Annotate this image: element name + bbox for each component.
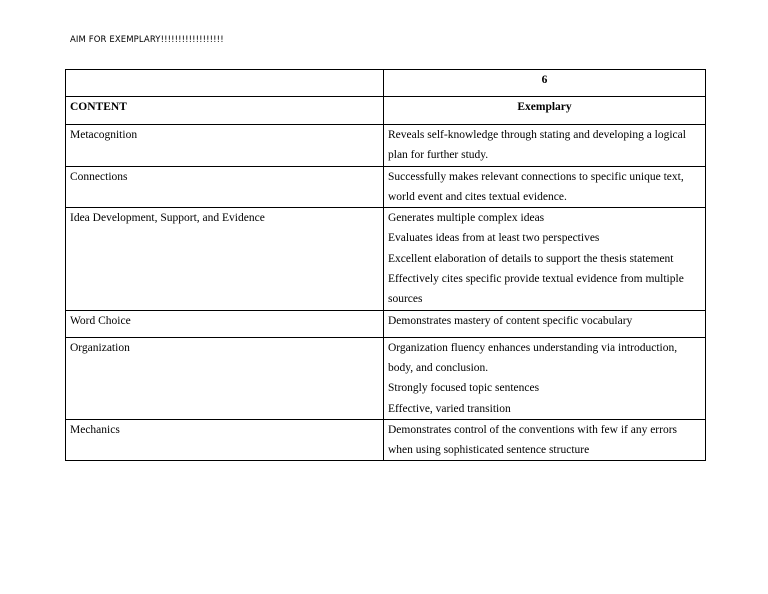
description-line: Reveals self-knowledge through stating and developing a logical [388, 129, 686, 141]
criterion-cell: Organization [66, 337, 384, 419]
description-line: sources [388, 293, 423, 306]
rubric-row-idea-development [66, 208, 706, 310]
criterion-cell: Metacognition [66, 125, 384, 167]
page-heading: AIM FOR EXEMPLARY!!!!!!!!!!!!!!!!!! [70, 35, 224, 45]
description-cell [384, 310, 706, 337]
description-line: body, and conclusion. [388, 361, 489, 374]
rubric-table [65, 69, 706, 461]
criterion-cell: Word Choice [66, 310, 384, 337]
description-line: world event and cites textual evidence. [388, 190, 567, 203]
description-line: Organization fluency enhances understanding via introduction, [388, 341, 678, 354]
description-line: when using sophisticated sentence structure [388, 444, 590, 457]
description-cell [384, 337, 706, 419]
description-line: Generates multiple complex ideas [388, 212, 545, 225]
criterion-cell: Idea Development, Support, and Evidence [66, 208, 384, 310]
header-row [66, 97, 706, 125]
description-line: Successfully makes relevant connections to specific unique text, [388, 170, 684, 183]
description-cell [384, 208, 706, 310]
rubric-row-organization [66, 337, 706, 419]
description-line: Effectively cites specific provide textual evidence from multiple [388, 273, 684, 286]
rubric-row-metacognition [66, 125, 706, 167]
description-cell [384, 419, 706, 461]
description-line: Excellent elaboration of details to support the thesis statement [388, 252, 674, 265]
criterion-cell: Mechanics [66, 419, 384, 461]
content-header: CONTENT [66, 97, 384, 125]
description-line: Demonstrates control of the conventions with few if any errors [388, 423, 678, 436]
score-row [66, 70, 706, 97]
description-line: Effective, varied transition [388, 402, 511, 415]
rubric-row-mechanics [66, 419, 706, 461]
description-line: Evaluates ideas from at least two perspectives [388, 232, 600, 245]
score-value: 6 [384, 70, 706, 97]
description-line: Demonstrates mastery of content specific vocabulary [388, 314, 633, 327]
level-header: Exemplary [384, 97, 706, 125]
rubric-row-connections [66, 166, 706, 208]
empty-cell [66, 70, 384, 97]
description-cell [384, 166, 706, 208]
description-line: Strongly focused topic sentences [388, 382, 540, 395]
description-line: plan for further study. [388, 149, 489, 162]
description-cell [384, 125, 706, 167]
criterion-cell: Connections [66, 166, 384, 208]
rubric-row-word-choice [66, 310, 706, 337]
